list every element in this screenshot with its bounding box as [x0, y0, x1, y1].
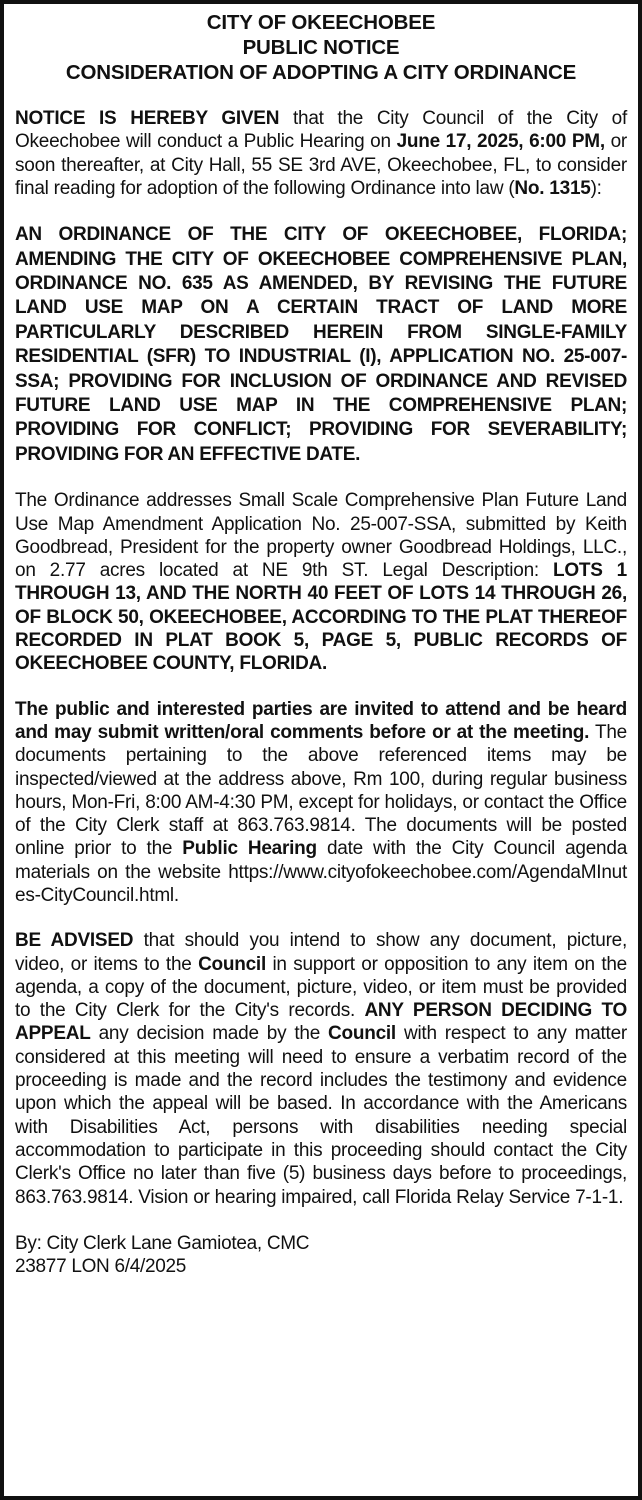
- advised-text-2: in support or opposition to any item on the agenda, a copy of the document, picture, video, or item must be provided to the City Clerk for the City's records.: [15, 953, 627, 1022]
- advised-text-3: any decision made by the: [90, 1023, 329, 1045]
- intro-paragraph: [15, 107, 627, 200]
- public-invitation: The public and interested parties are invited to attend and be heard and may submit written/oral comments before or at the meeting.: [15, 698, 627, 743]
- intro-text-2: or soon thereafter, at City Hall, 55 SE 3rd AVE, Okeechobee, FL, to consider final reading for adoption of the following Ordinance into law (: [15, 131, 627, 199]
- public-text-1: The documents pertaining to the above referenced items may be inspected/viewed at the address above, Rm 100, during regular business hours, Mon-Fri, 8:00 AM-4:30 PM, except for holidays, or contact the Office of the City Clerk staff at 863.763.9814. The documents will be posted online prior to the: [15, 721, 627, 860]
- advised-paragraph: [15, 929, 627, 1209]
- public-hearing-label: Public Hearing: [182, 838, 317, 860]
- legal-description: LOTS 1 THROUGH 13, AND THE NORTH 40 FEET OF LOTS 14 THROUGH 26, OF BLOCK 50, OKEECHOBEE, ACCORDING TO THE PLAT THEREOF RECORDED IN PLAT BOOK 5, PAGE 5, PUBLIC RECORDS OF OKEECHOBEE COUNTY, FLORIDA.: [15, 560, 627, 675]
- description-text: The Ordinance addresses Small Scale Comprehensive Plan Future Land Use Map Amendment Application No. 25-007-SSA, submitted by Keith Goodbread, President for the property owner Goodbread Holdings, LLC., on 2.77 acres located at NE 9th ST. Legal Description:: [15, 490, 627, 582]
- appeal-label: ANY PERSON DECIDING TO APPEAL: [15, 1000, 627, 1045]
- ordinance-number: No. 1315: [514, 177, 591, 199]
- advised-text-1: that should you intend to show any document, picture, video, or items to the: [15, 930, 627, 975]
- public-paragraph: [15, 698, 627, 908]
- hearing-date: June 17, 2025, 6:00 PM,: [396, 131, 605, 153]
- ordinance-title: AN ORDINANCE OF THE CITY OF OKEECHOBEE, FLORIDA; AMENDING THE CITY OF OKEECHOBEE COMPREHENSIVE PLAN, ORDINANCE NO. 635 AS AMENDED, BY REVISING THE FUTURE LAND USE MAP ON A CERTAIN TRACT OF LAND MORE PARTICULARLY DESCRIBED HEREIN FROM SINGLE-FAMILY RESIDENTIAL (SFR) TO INDUSTRIAL (I), APPLICATION NO. 25-007-SSA; PROVIDING FOR INCLUSION OF ORDINANCE AND REVISED FUTURE LAND USE MAP IN THE COMPREHENSIVE PLAN; PROVIDING FOR CONFLICT; PROVIDING FOR SEVERABILITY; PROVIDING FOR AN EFFECTIVE DATE.: [15, 224, 627, 465]
- advised-lead: BE ADVISED: [15, 930, 134, 952]
- intro-lead: NOTICE IS HEREBY GIVEN: [15, 108, 280, 129]
- advised-text-4: with respect to any matter considered at this meeting will need to ensure a verbatim record of the proceeding is made and the record includes the testimony and evidence upon which the appeal will be based. In accordance with the Americans with Disabilities Act, persons with disabilities needing special accommodation to participate in this proceeding should contact the City Clerk's Office no later than five (5) business days before to proceedings, 863.763.9814. Vision or hearing impaired, call Florida Relay Service 7-1-1.: [15, 1023, 627, 1208]
- public-text-2: date with the City Council agenda materials on the website: [15, 838, 628, 883]
- publication-reference: 23877 LON 6/4/2025: [15, 1255, 187, 1277]
- council-label-1: Council: [198, 953, 266, 975]
- notice-type-title: PUBLIC NOTICE: [242, 36, 400, 59]
- notice-subject-title: CONSIDERATION OF ADOPTING A CITY ORDINANCE: [65, 61, 577, 84]
- council-label-2: Council: [328, 1023, 396, 1045]
- notice-city-title: CITY OF OKEECHOBEE: [206, 11, 436, 34]
- agenda-url: https://www.cityofokeechobee.com/AgendaMInutes-CityCouncil.html.: [15, 861, 627, 906]
- signature-line: By: City Clerk Lane Gamiotea, CMC: [15, 1232, 310, 1254]
- intro-text-3: ):: [590, 177, 602, 199]
- description-paragraph: [15, 489, 627, 675]
- intro-text-1: that the City Council of the City of Okeechobee will conduct a Public Hearing on: [15, 108, 628, 153]
